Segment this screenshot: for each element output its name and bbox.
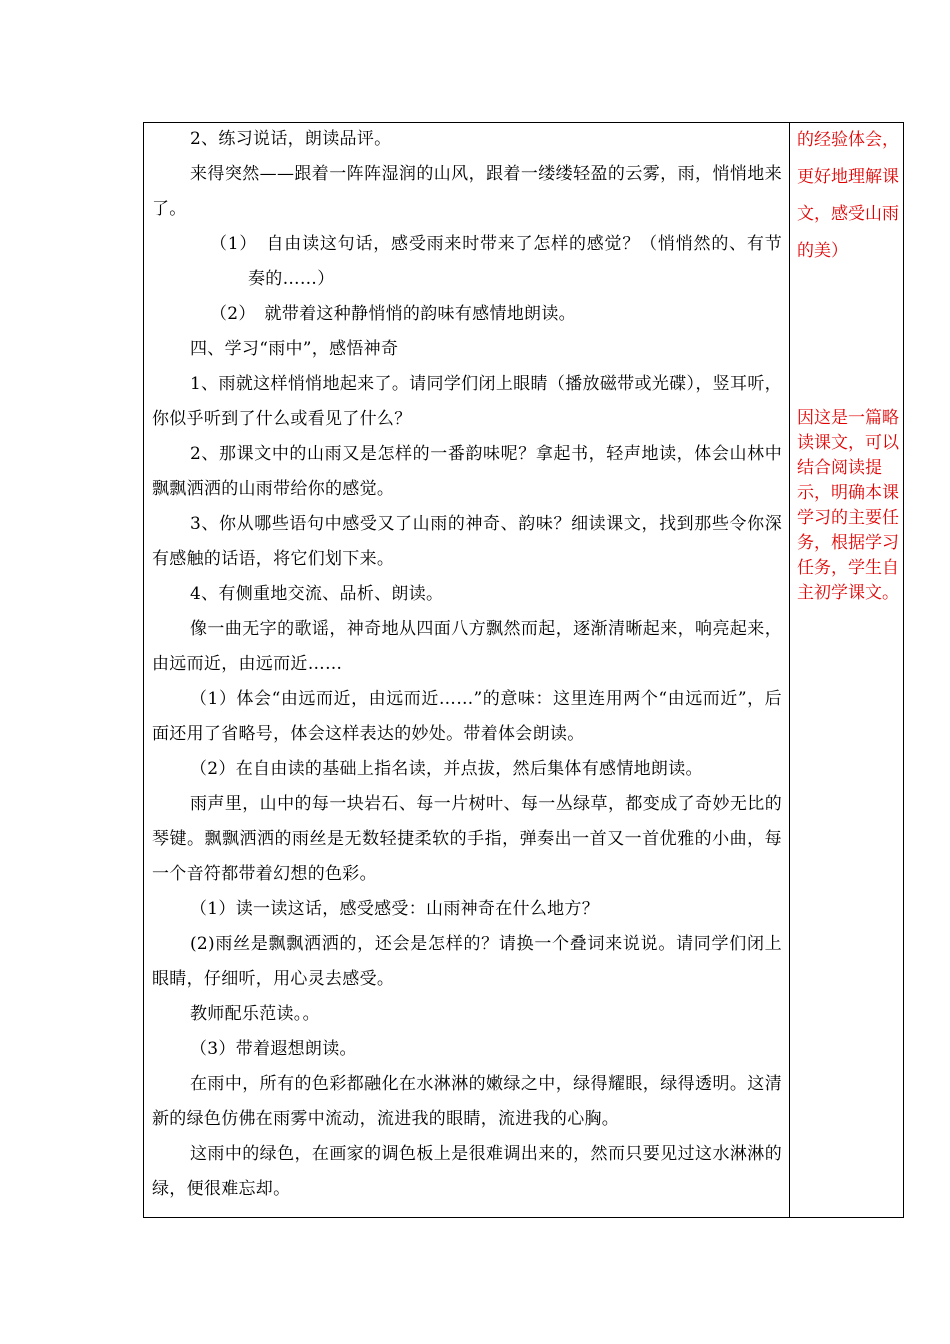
paragraph: （1） 自由读这句话，感受雨来时带来了怎样的感觉？（悄悄然的、有节奏的……） [210, 234, 782, 289]
paragraph: （1）读一读这话，感受感受：山雨神奇在什么地方？ [190, 899, 600, 919]
paragraph: 2、那课文中的山雨又是怎样的一番韵味呢？拿起书，轻声地读，体会山林中飘飘洒洒的山雨带给你的感觉。 [152, 444, 782, 499]
side-note: 的经验体会，更好地理解课文，感受山雨的美） [797, 130, 899, 261]
paragraph: 教师配乐范读。。 [190, 1004, 320, 1024]
section-heading: 四、学习“雨中”，感悟神奇 [190, 339, 399, 359]
paragraph: 1、雨就这样悄悄地起来了。请同学们闭上眼睛（播放磁带或光碟），竖耳听，你似乎听到了什么或看见了什么？ [152, 374, 782, 429]
side-note: 因这是一篇略读课文，可以结合阅读提示，明确本课学习的主要任务，根据学习任务，学生自主初学课文。 [797, 408, 899, 603]
paragraph: 雨声里，山中的每一块岩石、每一片树叶、每一丛绿草，都变成了奇妙无比的琴键。飘飘洒洒的雨丝是无数轻捷柔软的手指，弹奏出一首又一首优雅的小曲，每一个音符都带着幻想的色彩。 [152, 794, 782, 884]
paragraph: （2） 就带着这种静悄悄的韵味有感情地朗读。 [210, 304, 576, 324]
column-divider [789, 122, 790, 1218]
paragraph: 2、练习说话，朗读品评。 [190, 129, 392, 149]
paragraph: （1）体会“由远而近，由远而近……”的意味：这里连用两个“由远而近”，后面还用了省略号，体会这样表达的妙处。带着体会朗读。 [152, 689, 782, 744]
teaching-process-column [152, 122, 782, 1207]
paragraph: 3、你从哪些语句中感受又了山雨的神奇、韵味？细读课文，找到那些令你深有感触的话语，将它们划下来。 [152, 514, 782, 569]
paragraph: 像一曲无字的歌谣，神奇地从四面八方飘然而起，逐渐清晰起来，响亮起来，由远而近，由远而近…… [152, 619, 782, 674]
paragraph: 这雨中的绿色，在画家的调色板上是很难调出来的，然而只要见过这水淋淋的绿，便很难忘却。 [152, 1144, 782, 1199]
paragraph: （2）在自由读的基础上指名读，并点拔，然后集体有感情地朗读。 [190, 759, 703, 779]
paragraph: (2)雨丝是飘飘洒洒的，还会是怎样的？请换一个叠词来说说。请同学们闭上眼睛，仔细听，用心灵去感受。 [152, 934, 782, 989]
paragraph: （3）带着遐想朗读。 [190, 1039, 357, 1059]
paragraph: 来得突然——跟着一阵阵湿润的山风，跟着一缕缕轻盈的云雾，雨，悄悄地来了。 [152, 164, 782, 219]
paragraph: 在雨中，所有的色彩都融化在水淋淋的嫩绿之中，绿得耀眼，绿得透明。这清新的绿色仿佛在雨雾中流动，流进我的眼睛，流进我的心胸。 [152, 1074, 782, 1129]
paragraph: 4、有侧重地交流、品析、朗读。 [190, 584, 444, 604]
